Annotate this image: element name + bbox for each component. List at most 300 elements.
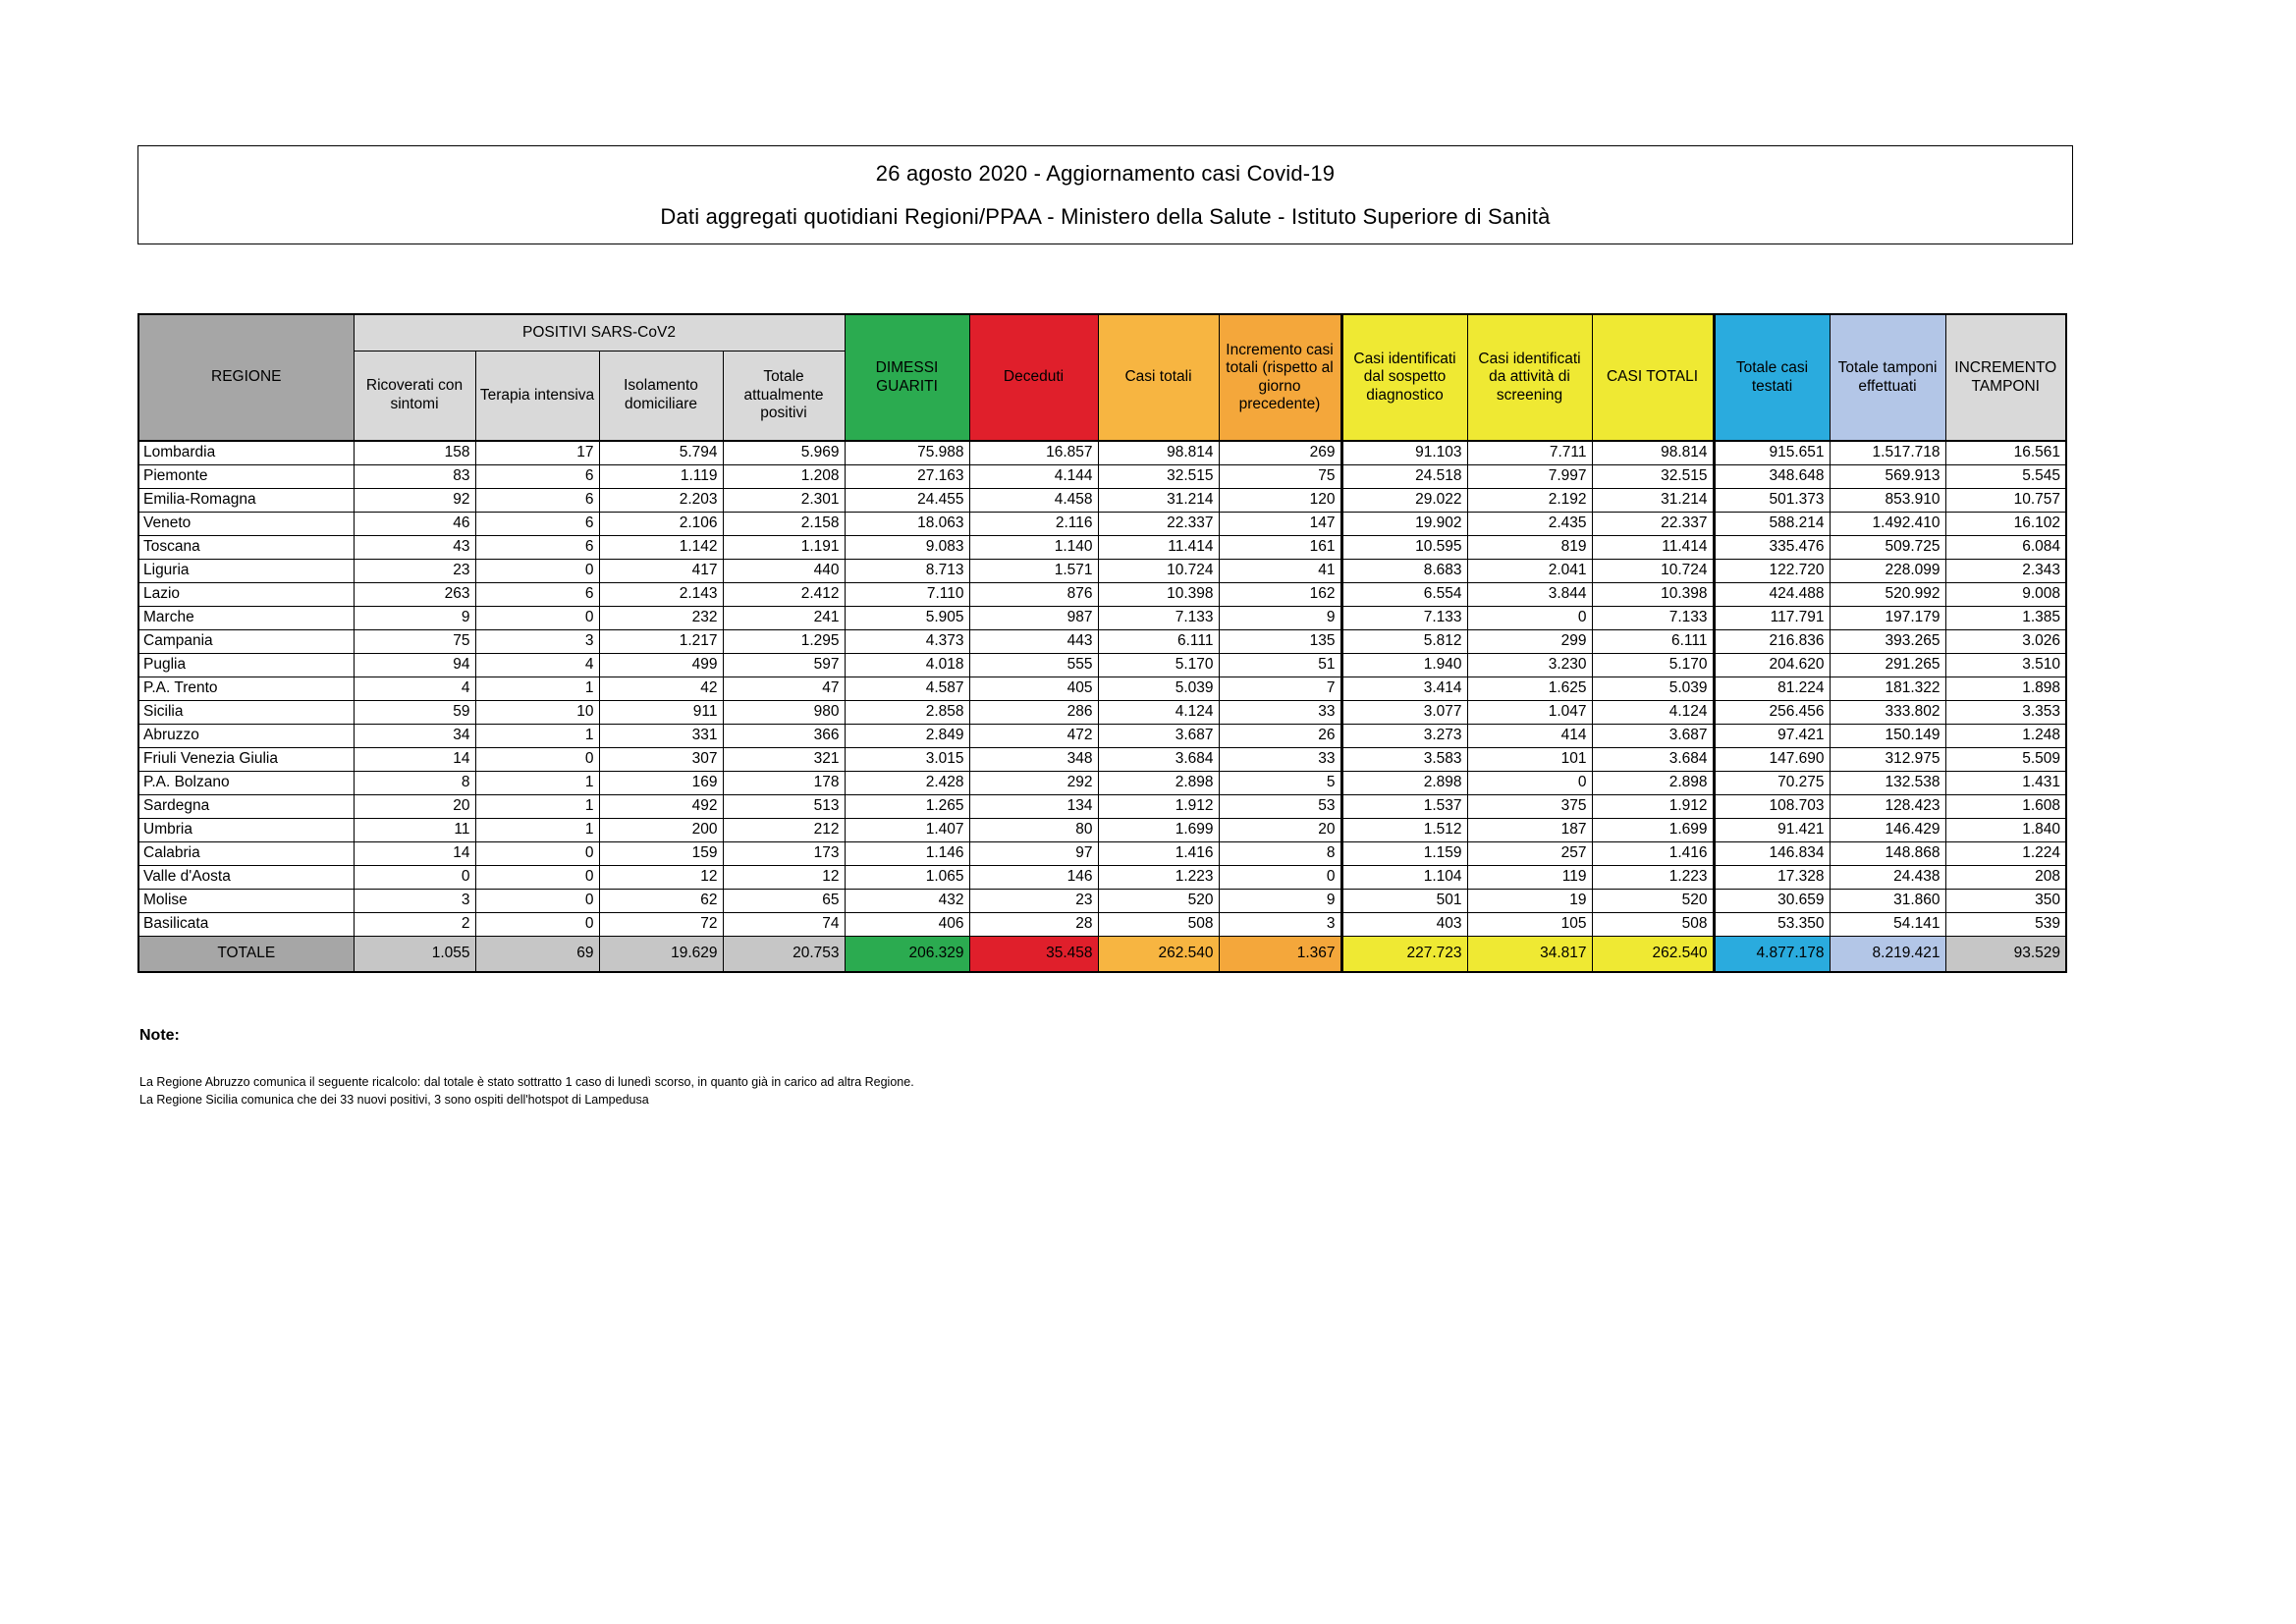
cell-value: 105 <box>1467 912 1592 936</box>
cell-value: 3 <box>1219 912 1341 936</box>
cell-value: 286 <box>969 700 1098 724</box>
cell-value: 204.620 <box>1714 653 1830 677</box>
cell-value: 32.515 <box>1592 464 1714 488</box>
region-name: Sardegna <box>138 794 354 818</box>
cell-value: 2.849 <box>845 724 969 747</box>
cell-value: 132.538 <box>1830 771 1945 794</box>
cell-value: 2.435 <box>1467 512 1592 535</box>
note-line: La Regione Abruzzo comunica il seguente ricalcolo: dal totale è stato sottratto 1 caso di lunedì scorso, in quanto già in carico ad altra Regione. <box>139 1075 914 1089</box>
totale-row <box>138 936 2066 972</box>
cell-value: 7.133 <box>1341 606 1467 629</box>
title-box <box>137 145 2073 244</box>
cell-value: 23 <box>969 889 1098 912</box>
cell-value: 3.015 <box>845 747 969 771</box>
cell-value: 216.836 <box>1714 629 1830 653</box>
cell-value: 403 <box>1341 912 1467 936</box>
cell-value: 2.858 <box>845 700 969 724</box>
cell-value: 1.217 <box>599 629 723 653</box>
cell-value: 509.725 <box>1830 535 1945 559</box>
totale-value: 93.529 <box>1945 936 2066 972</box>
cell-value: 3.684 <box>1592 747 1714 771</box>
cell-value: 1.608 <box>1945 794 2066 818</box>
region-name: Molise <box>138 889 354 912</box>
cell-value: 2 <box>354 912 475 936</box>
cell-value: 10.724 <box>1098 559 1219 582</box>
cell-value: 0 <box>475 841 599 865</box>
cell-value: 5.812 <box>1341 629 1467 653</box>
cell-value: 24.455 <box>845 488 969 512</box>
table-footer <box>138 936 2066 972</box>
cell-value: 499 <box>599 653 723 677</box>
cell-value: 393.265 <box>1830 629 1945 653</box>
column-header-casi-totali: Casi totali <box>1098 314 1219 441</box>
table-row <box>138 912 2066 936</box>
cell-value: 65 <box>723 889 845 912</box>
cell-value: 980 <box>723 700 845 724</box>
cell-value: 555 <box>969 653 1098 677</box>
cell-value: 1.223 <box>1098 865 1219 889</box>
region-name: Sicilia <box>138 700 354 724</box>
cell-value: 148.868 <box>1830 841 1945 865</box>
cell-value: 30.659 <box>1714 889 1830 912</box>
cell-value: 2.116 <box>969 512 1098 535</box>
cell-value: 1.625 <box>1467 677 1592 700</box>
cell-value: 158 <box>354 441 475 464</box>
cell-value: 18.063 <box>845 512 969 535</box>
cell-value: 43 <box>354 535 475 559</box>
region-name: Calabria <box>138 841 354 865</box>
cell-value: 1.146 <box>845 841 969 865</box>
cell-value: 417 <box>599 559 723 582</box>
cell-value: 0 <box>1467 771 1592 794</box>
cell-value: 5.170 <box>1098 653 1219 677</box>
cell-value: 291.265 <box>1830 653 1945 677</box>
cell-value: 350 <box>1945 889 2066 912</box>
cell-value: 1.047 <box>1467 700 1592 724</box>
cell-value: 134 <box>969 794 1098 818</box>
notes-section <box>139 1027 2005 1109</box>
cell-value: 241 <box>723 606 845 629</box>
cell-value: 492 <box>599 794 723 818</box>
cell-value: 16.857 <box>969 441 1098 464</box>
cell-value: 94 <box>354 653 475 677</box>
cell-value: 92 <box>354 488 475 512</box>
cell-value: 91.103 <box>1341 441 1467 464</box>
cell-value: 1.119 <box>599 464 723 488</box>
table-row <box>138 559 2066 582</box>
cell-value: 16.561 <box>1945 441 2066 464</box>
cell-value: 588.214 <box>1714 512 1830 535</box>
cell-value: 1.699 <box>1098 818 1219 841</box>
cell-value: 75.988 <box>845 441 969 464</box>
cell-value: 3.687 <box>1592 724 1714 747</box>
cell-value: 1.142 <box>599 535 723 559</box>
cell-value: 1.407 <box>845 818 969 841</box>
cell-value: 7 <box>1219 677 1341 700</box>
cell-value: 26 <box>1219 724 1341 747</box>
cell-value: 24.518 <box>1341 464 1467 488</box>
region-name: Lombardia <box>138 441 354 464</box>
cell-value: 520 <box>1098 889 1219 912</box>
cell-value: 1.385 <box>1945 606 2066 629</box>
cell-value: 72 <box>599 912 723 936</box>
cell-value: 2.343 <box>1945 559 2066 582</box>
cell-value: 11.414 <box>1098 535 1219 559</box>
cell-value: 348.648 <box>1714 464 1830 488</box>
cell-value: 8 <box>354 771 475 794</box>
cell-value: 6 <box>475 488 599 512</box>
cell-value: 91.421 <box>1714 818 1830 841</box>
cell-value: 101 <box>1467 747 1592 771</box>
table-row <box>138 889 2066 912</box>
cell-value: 22.337 <box>1098 512 1219 535</box>
cell-value: 10.398 <box>1098 582 1219 606</box>
cell-value: 513 <box>723 794 845 818</box>
cell-value: 11.414 <box>1592 535 1714 559</box>
cell-value: 3.583 <box>1341 747 1467 771</box>
cell-value: 8.713 <box>845 559 969 582</box>
column-header-isolamento: Isolamento domiciliare <box>599 351 723 441</box>
table-row <box>138 582 2066 606</box>
cell-value: 7.997 <box>1467 464 1592 488</box>
cell-value: 7.110 <box>845 582 969 606</box>
cell-value: 53 <box>1219 794 1341 818</box>
cell-value: 17.328 <box>1714 865 1830 889</box>
cell-value: 1.571 <box>969 559 1098 582</box>
cell-value: 6.111 <box>1592 629 1714 653</box>
region-name: Abruzzo <box>138 724 354 747</box>
cell-value: 228.099 <box>1830 559 1945 582</box>
cell-value: 173 <box>723 841 845 865</box>
cell-value: 128.423 <box>1830 794 1945 818</box>
cell-value: 366 <box>723 724 845 747</box>
cell-value: 54.141 <box>1830 912 1945 936</box>
totale-value: 8.219.421 <box>1830 936 1945 972</box>
cell-value: 1.840 <box>1945 818 2066 841</box>
cell-value: 508 <box>1098 912 1219 936</box>
header-row-group <box>138 314 2066 351</box>
cell-value: 5.969 <box>723 441 845 464</box>
cell-value: 4 <box>475 653 599 677</box>
cell-value: 0 <box>475 747 599 771</box>
cell-value: 2.898 <box>1341 771 1467 794</box>
totale-value: 19.629 <box>599 936 723 972</box>
cell-value: 539 <box>1945 912 2066 936</box>
cell-value: 22.337 <box>1592 512 1714 535</box>
cell-value: 1.940 <box>1341 653 1467 677</box>
cell-value: 5.794 <box>599 441 723 464</box>
cell-value: 472 <box>969 724 1098 747</box>
table-row <box>138 747 2066 771</box>
cell-value: 147.690 <box>1714 747 1830 771</box>
cell-value: 31.860 <box>1830 889 1945 912</box>
cell-value: 32.515 <box>1098 464 1219 488</box>
cell-value: 161 <box>1219 535 1341 559</box>
table-row <box>138 441 2066 464</box>
cell-value: 0 <box>475 559 599 582</box>
table-row <box>138 794 2066 818</box>
cell-value: 2.428 <box>845 771 969 794</box>
cell-value: 1.159 <box>1341 841 1467 865</box>
page-subtitle: Dati aggregati quotidiani Regioni/PPAA - Ministero della Salute - Istituto Superiore di Sanità <box>660 203 1551 229</box>
cell-value: 1.912 <box>1098 794 1219 818</box>
cell-value: 41 <box>1219 559 1341 582</box>
cell-value: 24.438 <box>1830 865 1945 889</box>
table-row <box>138 818 2066 841</box>
cell-value: 10.595 <box>1341 535 1467 559</box>
cell-value: 98.814 <box>1592 441 1714 464</box>
cell-value: 876 <box>969 582 1098 606</box>
cell-value: 33 <box>1219 747 1341 771</box>
cell-value: 117.791 <box>1714 606 1830 629</box>
totale-value: 35.458 <box>969 936 1098 972</box>
table-row <box>138 488 2066 512</box>
cell-value: 232 <box>599 606 723 629</box>
cell-value: 1.191 <box>723 535 845 559</box>
cell-value: 0 <box>475 865 599 889</box>
totale-value: 1.367 <box>1219 936 1341 972</box>
cell-value: 150.149 <box>1830 724 1945 747</box>
cell-value: 5 <box>1219 771 1341 794</box>
cell-value: 197.179 <box>1830 606 1945 629</box>
column-header-deceduti: Deceduti <box>969 314 1098 441</box>
cell-value: 0 <box>354 865 475 889</box>
cell-value: 10.724 <box>1592 559 1714 582</box>
table-row <box>138 724 2066 747</box>
cell-value: 3 <box>354 889 475 912</box>
cell-value: 2.106 <box>599 512 723 535</box>
cell-value: 911 <box>599 700 723 724</box>
cell-value: 0 <box>475 606 599 629</box>
cell-value: 31.214 <box>1592 488 1714 512</box>
cell-value: 321 <box>723 747 845 771</box>
cell-value: 28 <box>969 912 1098 936</box>
cell-value: 122.720 <box>1714 559 1830 582</box>
cell-value: 146 <box>969 865 1098 889</box>
cell-value: 1.224 <box>1945 841 2066 865</box>
cell-value: 0 <box>475 912 599 936</box>
cell-value: 1.537 <box>1341 794 1467 818</box>
table-row <box>138 535 2066 559</box>
cell-value: 3.684 <box>1098 747 1219 771</box>
cell-value: 178 <box>723 771 845 794</box>
totale-value: 262.540 <box>1592 936 1714 972</box>
region-name: P.A. Bolzano <box>138 771 354 794</box>
cell-value: 819 <box>1467 535 1592 559</box>
cell-value: 3.273 <box>1341 724 1467 747</box>
column-header-totale-tamponi: Totale tamponi effettuati <box>1830 314 1945 441</box>
notes-heading: Note: <box>139 1027 180 1044</box>
cell-value: 3.230 <box>1467 653 1592 677</box>
cell-value: 3.353 <box>1945 700 2066 724</box>
cell-value: 0 <box>475 889 599 912</box>
table-row <box>138 771 2066 794</box>
table-body <box>138 441 2066 936</box>
cell-value: 7.133 <box>1098 606 1219 629</box>
cell-value: 23 <box>354 559 475 582</box>
cell-value: 120 <box>1219 488 1341 512</box>
cell-value: 34 <box>354 724 475 747</box>
cell-value: 987 <box>969 606 1098 629</box>
cell-value: 212 <box>723 818 845 841</box>
cell-value: 33 <box>1219 700 1341 724</box>
cell-value: 257 <box>1467 841 1592 865</box>
cell-value: 9.083 <box>845 535 969 559</box>
cell-value: 375 <box>1467 794 1592 818</box>
cell-value: 3.510 <box>1945 653 2066 677</box>
region-name: P.A. Trento <box>138 677 354 700</box>
region-name: Marche <box>138 606 354 629</box>
totale-value: 69 <box>475 936 599 972</box>
region-name: Friuli Venezia Giulia <box>138 747 354 771</box>
cell-value: 97 <box>969 841 1098 865</box>
cell-value: 27.163 <box>845 464 969 488</box>
cell-value: 1.699 <box>1592 818 1714 841</box>
cell-value: 4.144 <box>969 464 1098 488</box>
column-header-casi-screening: Casi identificati da attività di screening <box>1467 314 1592 441</box>
column-header-dimessi-guariti: DIMESSI GUARITI <box>845 314 969 441</box>
cell-value: 1.208 <box>723 464 845 488</box>
table-row <box>138 653 2066 677</box>
cell-value: 1.416 <box>1592 841 1714 865</box>
region-name: Valle d'Aosta <box>138 865 354 889</box>
cell-value: 9 <box>354 606 475 629</box>
cell-value: 2.143 <box>599 582 723 606</box>
cell-value: 307 <box>599 747 723 771</box>
cell-value: 3.026 <box>1945 629 2066 653</box>
cell-value: 10 <box>475 700 599 724</box>
cell-value: 424.488 <box>1714 582 1830 606</box>
cell-value: 159 <box>599 841 723 865</box>
cell-value: 74 <box>723 912 845 936</box>
table-row <box>138 700 2066 724</box>
region-name: Piemonte <box>138 464 354 488</box>
cell-value: 47 <box>723 677 845 700</box>
cell-value: 17 <box>475 441 599 464</box>
cell-value: 19.902 <box>1341 512 1467 535</box>
cell-value: 2.898 <box>1592 771 1714 794</box>
cell-value: 2.192 <box>1467 488 1592 512</box>
cell-value: 256.456 <box>1714 700 1830 724</box>
cell-value: 1.912 <box>1592 794 1714 818</box>
cell-value: 5.545 <box>1945 464 2066 488</box>
column-header-totale-casi-testati: Totale casi testati <box>1714 314 1830 441</box>
cell-value: 146.429 <box>1830 818 1945 841</box>
cell-value: 405 <box>969 677 1098 700</box>
cell-value: 501.373 <box>1714 488 1830 512</box>
cell-value: 16.102 <box>1945 512 2066 535</box>
region-name: Umbria <box>138 818 354 841</box>
cell-value: 2.041 <box>1467 559 1592 582</box>
cell-value: 1 <box>475 724 599 747</box>
cell-value: 853.910 <box>1830 488 1945 512</box>
cell-value: 42 <box>599 677 723 700</box>
cell-value: 406 <box>845 912 969 936</box>
cell-value: 3 <box>475 629 599 653</box>
cell-value: 5.039 <box>1098 677 1219 700</box>
cell-value: 3.844 <box>1467 582 1592 606</box>
cell-value: 83 <box>354 464 475 488</box>
region-name: Liguria <box>138 559 354 582</box>
table-row <box>138 464 2066 488</box>
cell-value: 7.711 <box>1467 441 1592 464</box>
cell-value: 31.214 <box>1098 488 1219 512</box>
totale-value: 34.817 <box>1467 936 1592 972</box>
cell-value: 6.084 <box>1945 535 2066 559</box>
cell-value: 6 <box>475 535 599 559</box>
cell-value: 70.275 <box>1714 771 1830 794</box>
cell-value: 312.975 <box>1830 747 1945 771</box>
cell-value: 108.703 <box>1714 794 1830 818</box>
cell-value: 10.398 <box>1592 582 1714 606</box>
cell-value: 4.373 <box>845 629 969 653</box>
cell-value: 208 <box>1945 865 2066 889</box>
table-row <box>138 629 2066 653</box>
cell-value: 432 <box>845 889 969 912</box>
totale-value: 262.540 <box>1098 936 1219 972</box>
totale-value: 227.723 <box>1341 936 1467 972</box>
column-header-casi-sospetto-diagnostico: Casi identificati dal sospetto diagnostico <box>1341 314 1467 441</box>
column-header-casi-totali-caps: CASI TOTALI <box>1592 314 1714 441</box>
cell-value: 4.124 <box>1098 700 1219 724</box>
totale-value: 20.753 <box>723 936 845 972</box>
region-name: Emilia-Romagna <box>138 488 354 512</box>
cell-value: 915.651 <box>1714 441 1830 464</box>
region-name: Toscana <box>138 535 354 559</box>
cell-value: 8 <box>1219 841 1341 865</box>
cell-value: 3.077 <box>1341 700 1467 724</box>
cell-value: 9 <box>1219 889 1341 912</box>
cell-value: 6 <box>475 582 599 606</box>
cell-value: 51 <box>1219 653 1341 677</box>
cell-value: 162 <box>1219 582 1341 606</box>
cell-value: 169 <box>599 771 723 794</box>
cell-value: 59 <box>354 700 475 724</box>
notes-lines <box>139 1073 2005 1109</box>
column-header-incremento-tamponi: INCREMENTO TAMPONI <box>1945 314 2066 441</box>
cell-value: 520.992 <box>1830 582 1945 606</box>
column-group-positivi-sars-cov2: POSITIVI SARS-CoV2 <box>354 314 845 351</box>
table-row <box>138 841 2066 865</box>
cell-value: 9.008 <box>1945 582 2066 606</box>
cell-value: 135 <box>1219 629 1341 653</box>
cell-value: 414 <box>1467 724 1592 747</box>
cell-value: 1.140 <box>969 535 1098 559</box>
cell-value: 97.421 <box>1714 724 1830 747</box>
table-row <box>138 512 2066 535</box>
column-header-regione: REGIONE <box>138 314 354 441</box>
cell-value: 0 <box>1219 865 1341 889</box>
cell-value: 187 <box>1467 818 1592 841</box>
cell-value: 2.412 <box>723 582 845 606</box>
cell-value: 1 <box>475 794 599 818</box>
cell-value: 1.104 <box>1341 865 1467 889</box>
cell-value: 331 <box>599 724 723 747</box>
region-name: Basilicata <box>138 912 354 936</box>
covid-data-table <box>137 313 2067 973</box>
cell-value: 4 <box>354 677 475 700</box>
totale-value: 206.329 <box>845 936 969 972</box>
cell-value: 443 <box>969 629 1098 653</box>
cell-value: 299 <box>1467 629 1592 653</box>
page-title: 26 agosto 2020 - Aggiornamento casi Covid-19 <box>875 160 1336 186</box>
cell-value: 292 <box>969 771 1098 794</box>
totale-value: 4.877.178 <box>1714 936 1830 972</box>
cell-value: 200 <box>599 818 723 841</box>
cell-value: 6 <box>475 512 599 535</box>
cell-value: 20 <box>354 794 475 818</box>
cell-value: 14 <box>354 841 475 865</box>
